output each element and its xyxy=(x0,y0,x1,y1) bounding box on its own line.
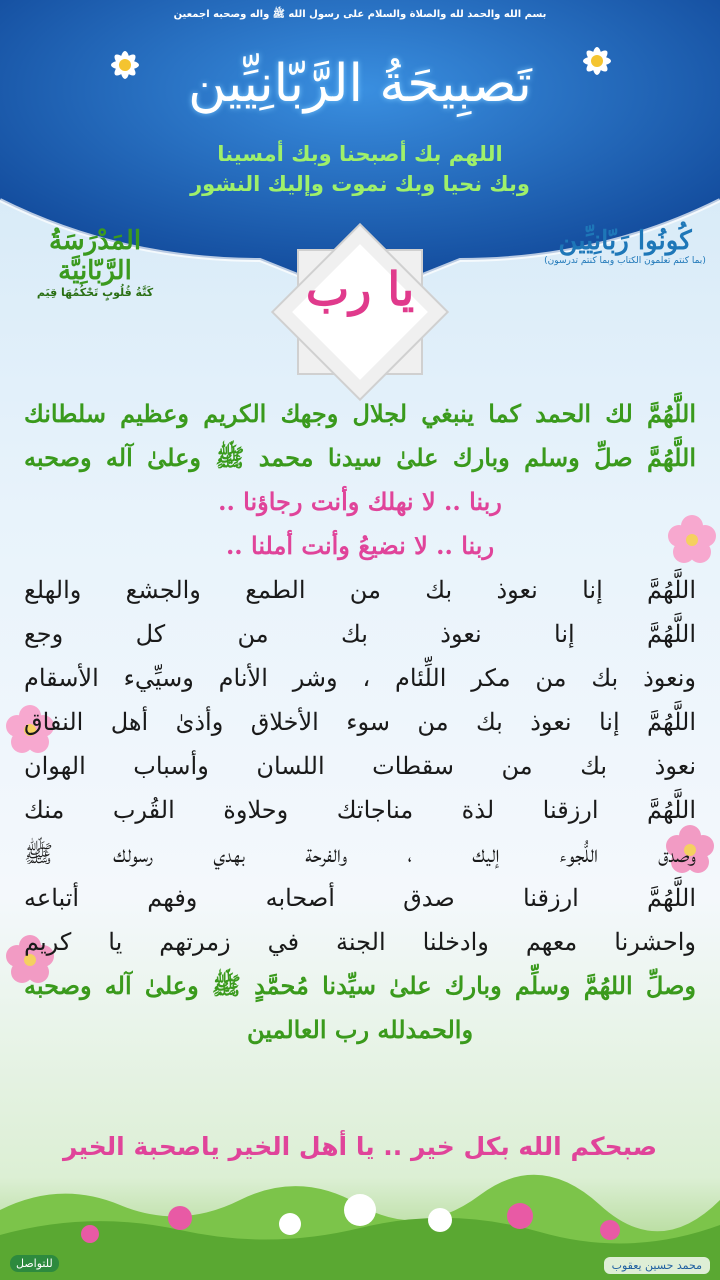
dua-line: اللَّهُمَّ إنا نعوذ بك من سوء الأخلاق وأذىٰ أهل النفاق xyxy=(24,708,696,736)
dua-line: اللَّهُمَّ ارزقنا لذة مناجاتك وحلاوة القُرب منك xyxy=(24,796,696,824)
subtitle-line-2: وبك نحيا وبك نموت وإليك النشور xyxy=(190,172,530,196)
logo-madrasa-name: المَدْرَسَةُ الرَّبّانِيَّة xyxy=(48,226,142,286)
dua-line: اللَّهُمَّ لك الحمد كما ينبغي لجلال وجهك الكريم وعظيم سلطانك xyxy=(24,399,696,428)
dua-line: ونعوذ بك من مكر اللِّئام ، وشر الأنام وسيِّيء الأسقام xyxy=(24,664,696,692)
logo-madrasa-tagline: كَتَّةُ قُلُوبٍ تَحْكُمُهَا قِيَم xyxy=(36,286,154,299)
subtitle-line-1: اللهم بك أصبحنا وبك أمسينا xyxy=(217,142,503,166)
basmala-line: بسم الله والحمد لله والصلاة والسلام على رسول الله ﷺ واله وصحبه اجمعين xyxy=(173,9,547,20)
dua-line: اللَّهُمَّ صلِّ وسلم وبارك علىٰ سيدنا محمد ﷺ وعلىٰ آله وصحبه xyxy=(24,443,696,472)
dua-line: وصدق اللُّجوء إليك ، والفرحة بهدي رسولك ﷺ xyxy=(24,840,696,868)
dua-line: واحشرنا معهم وادخلنا الجنة في زمرتهم يا كريم xyxy=(24,928,696,956)
logo-kunu-tagline: (بما كنتم تعلمون الكتاب وبما كنتم تدرسون) xyxy=(544,256,706,266)
dua-line: وصلِّ اللهُمَّ وسلِّم وبارك علىٰ سيِّدنا مُحمَّدٍ ﷺ وعلىٰ آله وصحبه xyxy=(24,971,696,1000)
dua-line: اللَّهُمَّ إنا نعوذ بك من كل وجع xyxy=(24,620,696,648)
logo-madrasa xyxy=(10,226,180,299)
dua-line: اللَّهُمَّ إنا نعوذ بك من الطمع والجشع والهلع xyxy=(24,576,696,604)
logo-kunu-name: كُونُوا رَبّانِيِّين xyxy=(558,226,692,256)
emblem-text: يا رب xyxy=(305,262,415,316)
author-signature: محمد حسين يعقوب xyxy=(604,1257,710,1274)
page-title: تَصبِيحَةُ الرَّبّانِيِّين xyxy=(188,54,532,114)
logo-kunu xyxy=(540,226,710,266)
dua-line: والحمدلله رب العالمين xyxy=(246,1015,474,1044)
dua-text xyxy=(24,392,696,1052)
dua-line: ربنا .. لا نضيعُ وأنت أملنا .. xyxy=(225,531,495,560)
dua-line: ربنا .. لا نهلك وأنت رجاؤنا .. xyxy=(218,487,502,516)
contact-badge: للتواصل xyxy=(10,1255,59,1272)
greeting-line: صبحكم الله بكل خير .. يا أهل الخير ياصحبة الخير xyxy=(63,1132,657,1161)
dua-line: اللَّهُمَّ ارزقنا صدق أصحابه وفهم أتباعه xyxy=(24,884,696,912)
daisy-icon xyxy=(100,40,150,90)
daisy-icon xyxy=(572,36,622,86)
dua-line: نعوذ بك من سقطات اللسان وأسباب الهوان xyxy=(24,752,696,780)
